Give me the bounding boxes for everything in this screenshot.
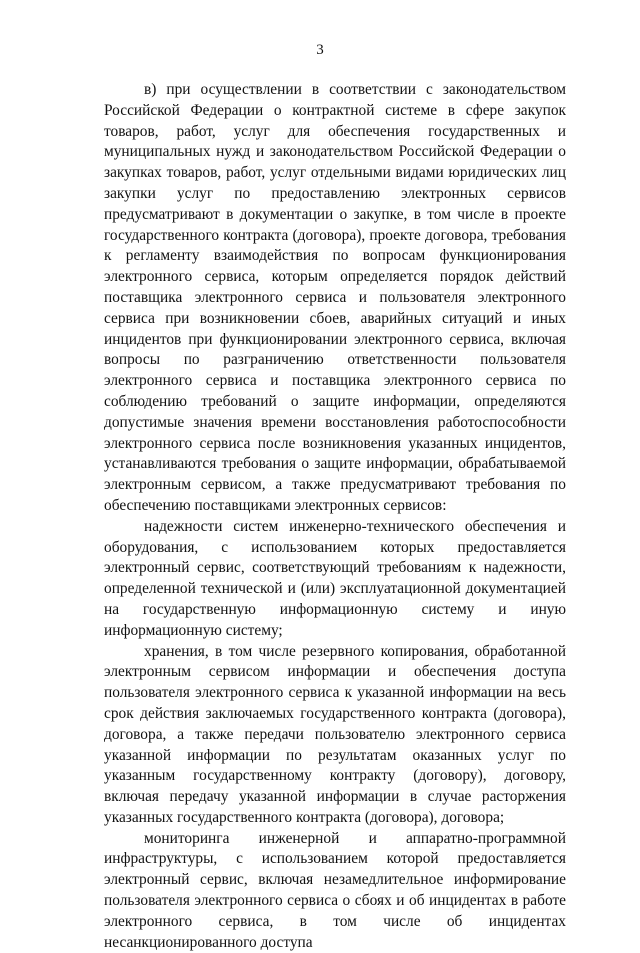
paragraph-reliability: надежности систем инженерно-технического обеспечения и оборудования, с использованием которых предоставляется электронный сервис, соответствующий требованиям к надежности, определенной технической и (или) эксплуатационной документацией на государственную информационную систему и иную информационную систему; xyxy=(104,517,566,639)
paragraph-storage: хранения, в том числе резервного копирования, обработанной электронным сервисом информации и обеспечения доступа пользователя электронного сервиса к указанной информации на весь срок действия заключаемых государственного контракта (договора), договора, а также передачи пользователю электронного сервиса указанной информации по результатам оказанных услуг по указанным государственному контракту (договору), договору, включая передачу указанной информации в случае расторжения указанных государственного контракта (договора), договора; xyxy=(104,642,566,826)
paragraph-procurement-requirements: в) при осуществлении в соответствии с законодательством Российской Федерации о контрактной системе в сфере закупок товаров, работ, услуг для обеспечения государственных и муниципальных нужд и законодательством Российской Федерации о закупках товаров, работ, услуг отдельными видами юридических лиц закупки услуг по предоставлению электронных сервисов предусматривают в документации о закупке, в том числе в проекте государственного контракта (договора), проекте договора, требования к регламенту взаимодействия по вопросам функционирования электронного сервиса, которым определяется порядок действий поставщика электронного сервиса и пользователя электронного сервиса при возникновении сбоев, аварийных ситуаций и иных инцидентов при функционировании электронного сервиса, включая вопросы по разграничению ответственности пользователя электронного сервиса и поставщика электронного сервиса по соблюдению требований о защите информации, определяются допустимые значения времени восстановления работоспособности электронного сервиса после возникновения указанных инцидентов, устанавливаются требования о защите информации, обрабатываемой электронным сервисом, а также предусматривают требования по обеспечению поставщиками электронных сервисов: xyxy=(104,81,566,514)
paragraph-monitoring: мониторинга инженерной и аппаратно-программной инфраструктуры, с использованием которой предоставляется электронный сервис, включая незамедлительное информирование пользователя электронного сервиса о сбоях и об инцидентах в работе электронного сервиса, в том числе об инцидентах несанкционированного доступа xyxy=(104,829,566,951)
page-number: 3 xyxy=(316,42,324,58)
document-body xyxy=(104,80,566,953)
